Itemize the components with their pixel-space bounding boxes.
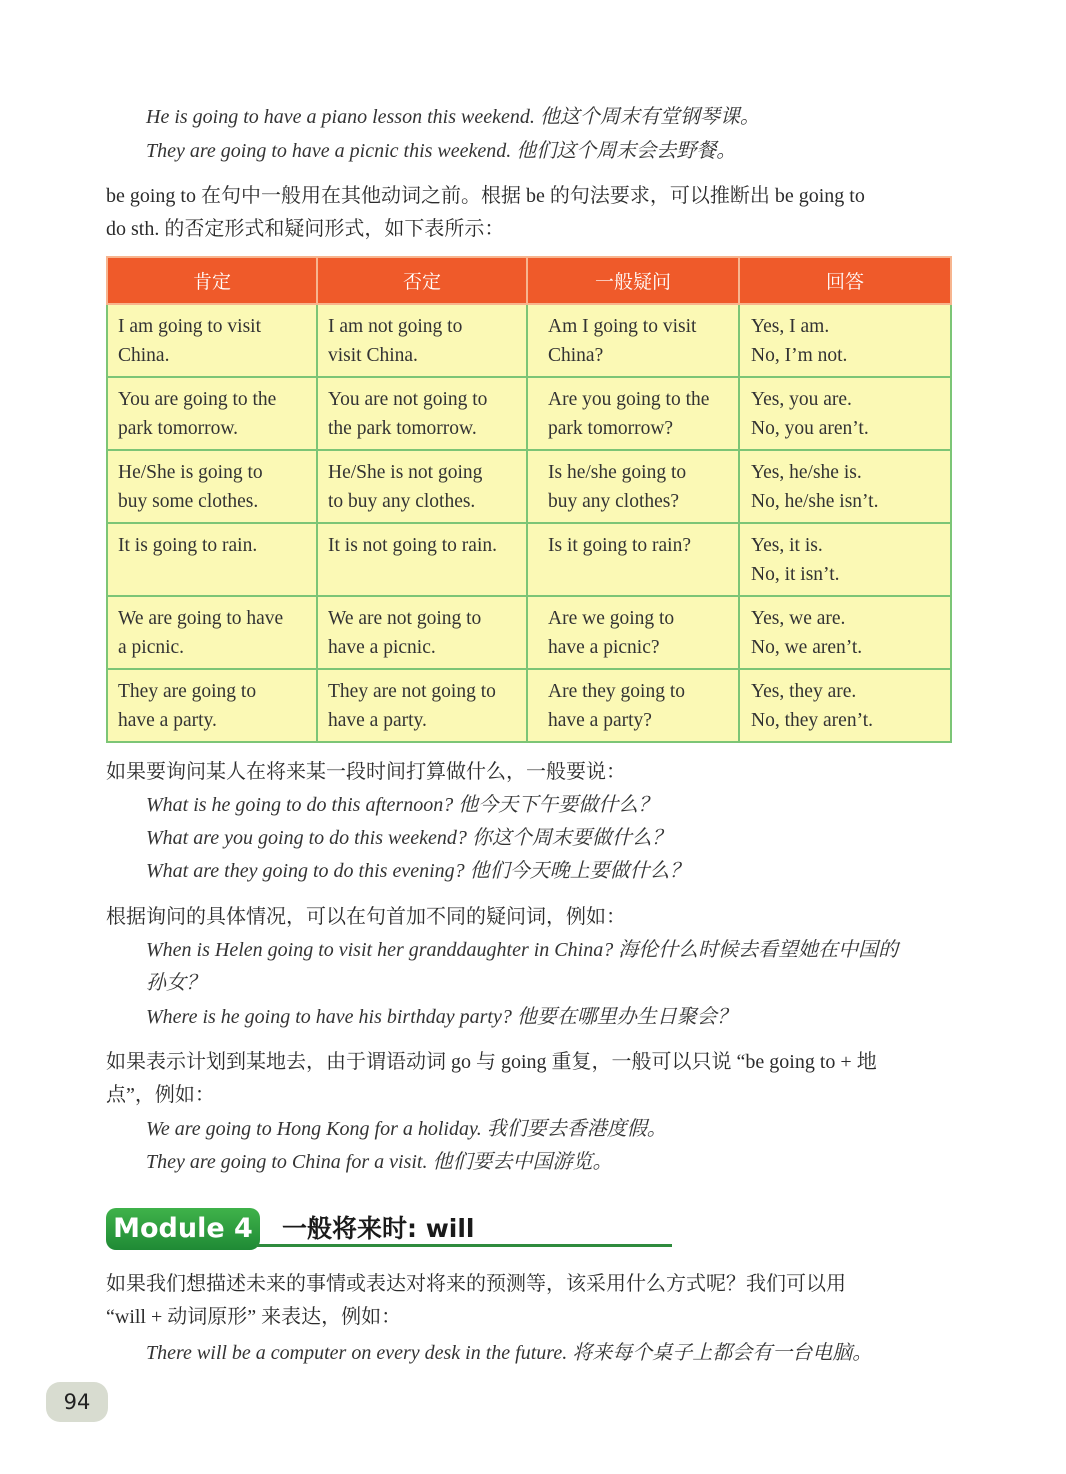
paragraph-line: “will + 动词原形” 来表达，例如： (106, 1306, 402, 1328)
table-cell: Yes, you are. No, you aren’t. (739, 377, 951, 450)
table-cell: Yes, he/she is. No, he/she isn’t. (739, 450, 951, 523)
paragraph-line: do sth. 的否定形式和疑问形式，如下表所示： (106, 218, 505, 240)
table-row (107, 377, 951, 450)
paragraph-question-words: 根据询问的具体情况，可以在句首加不同的疑问词，例如： (106, 906, 626, 928)
paragraph-line: be going to 在句中一般用在其他动词之前。根据 be 的句法要求，可以推断出 be going to (106, 185, 865, 207)
table-cell: He/She is going to buy some clothes. (107, 450, 317, 523)
header-answer: 回答 (739, 257, 951, 304)
table-cell: It is not going to rain. (317, 523, 527, 596)
table-cell: Yes, we are. No, we aren’t. (739, 596, 951, 669)
paragraph-line: 如果表示计划到某地去，由于谓语动词 go 与 going 重复，一般可以只说 “be going to + 地 (106, 1051, 877, 1073)
example-computer: There will be a computer on every desk in the future. 将来每个桌子上都会有一台电脑。 (146, 1342, 873, 1364)
table-cell: Yes, they are. No, they aren’t. (739, 669, 951, 742)
table-cell: Are they going to have a party? (527, 669, 739, 742)
example-when: When is Helen going to visit her granddaughter in China? 海伦什么时候去看望她在中国的 (146, 939, 899, 961)
table-cell: They are going to have a party. (107, 669, 317, 742)
example-evening: What are they going to do this evening? 他们今天晚上要做什么？ (146, 860, 690, 882)
header-question: 一般疑问 (527, 257, 739, 304)
table-cell: Yes, it is. No, it isn’t. (739, 523, 951, 596)
table-cell: You are not going to the park tomorrow. (317, 377, 527, 450)
page-number: 94 (46, 1382, 108, 1422)
example-hong-kong: We are going to Hong Kong for a holiday. 我们要去香港度假。 (146, 1118, 667, 1140)
example-where: Where is he going to have his birthday party? 他要在哪里办生日聚会？ (146, 1006, 737, 1028)
table-header-row (107, 257, 951, 304)
table-row (107, 669, 951, 742)
header-negative: 否定 (317, 257, 527, 304)
table-cell: Is he/she going to buy any clothes? (527, 450, 739, 523)
module-badge: Module 4 (106, 1208, 260, 1250)
table-cell: Am I going to visit China? (527, 304, 739, 377)
example-afternoon: What is he going to do this afternoon? 他今天下午要做什么？ (146, 794, 659, 816)
table-cell: You are going to the park tomorrow. (107, 377, 317, 450)
example-weekend: What are you going to do this weekend? 你这个周末要做什么？ (146, 827, 672, 849)
example-picnic: They are going to have a picnic this weekend. 他们这个周末会去野餐。 (146, 140, 737, 162)
paragraph-line: 如果我们想描述未来的事情或表达对将来的预测等，该采用什么方式呢？我们可以用 (106, 1273, 846, 1295)
table-cell: We are going to have a picnic. (107, 596, 317, 669)
table-cell: Are you going to the park tomorrow? (527, 377, 739, 450)
example-when-cont: 孙女？ (146, 972, 206, 994)
table-cell: Is it going to rain? (527, 523, 739, 596)
table-row (107, 523, 951, 596)
table-cell: I am not going to visit China. (317, 304, 527, 377)
table-cell: They are not going to have a party. (317, 669, 527, 742)
paragraph-line: 点”，例如： (106, 1084, 215, 1106)
table-row (107, 450, 951, 523)
table-cell: He/She is not going to buy any clothes. (317, 450, 527, 523)
table-row (107, 304, 951, 377)
table-row (107, 596, 951, 669)
table-cell: I am going to visit China. (107, 304, 317, 377)
module-title: 一般将来时: will (282, 1214, 475, 1243)
example-china-visit: They are going to China for a visit. 他们要去中国游览。 (146, 1151, 613, 1173)
grammar-table (106, 256, 952, 743)
table-cell: Yes, I am. No, I’m not. (739, 304, 951, 377)
paragraph-will (106, 1268, 952, 1334)
example-piano-lesson: He is going to have a piano lesson this weekend. 他这个周末有堂钢琴课。 (146, 106, 760, 128)
paragraph-be-going-to (106, 180, 952, 246)
table-cell: Are we going to have a picnic? (527, 596, 739, 669)
paragraph-place (106, 1046, 952, 1112)
table-cell: We are not going to have a picnic. (317, 596, 527, 669)
header-affirmative: 肯定 (107, 257, 317, 304)
paragraph-asking-plans: 如果要询问某人在将来某一段时间打算做什么，一般要说： (106, 761, 626, 783)
table-cell: It is going to rain. (107, 523, 317, 596)
